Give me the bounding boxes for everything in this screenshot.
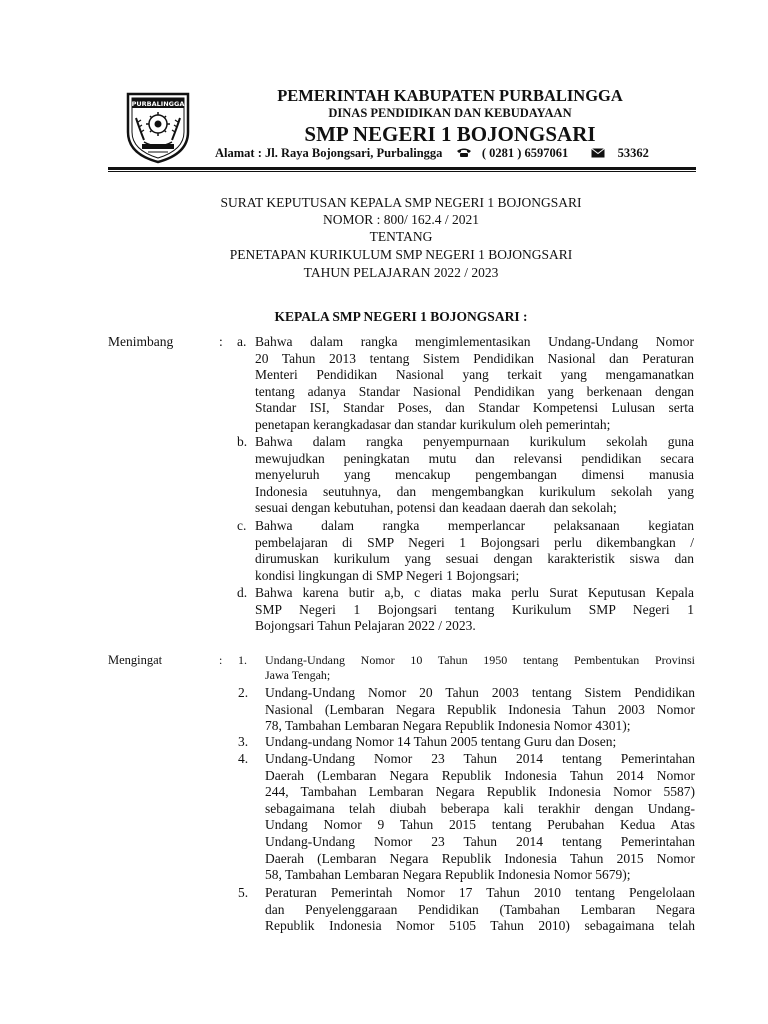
item-line: sesuai dengan kebutuhan, potensi dan keadaan daerah dan sekolah; [255, 500, 617, 516]
emblem-text: PURBALINGGA [131, 100, 185, 108]
item-line: 20 Tahun 2013 tentang Sistem Pendidikan Nasional dan Peraturan [255, 350, 694, 366]
item-marker: a. [237, 334, 247, 349]
item-line: Bahwa dalam rangka mengimlementasikan Undang-Undang Nomor [255, 334, 694, 349]
decree-subject: PENETAPAN KURIKULUM SMP NEGERI 1 BOJONGSARI [229, 247, 573, 262]
phone-number: ( 0281 ) 6597061 [481, 146, 569, 160]
item-marker: 4. [238, 751, 249, 766]
item-marker: 3. [238, 734, 249, 749]
item-line: Undang-Undang Nomor 23 Tahun 2014 tentang Pemerintahan [265, 833, 695, 849]
item-marker: d. [237, 585, 248, 600]
item-line: 78, Tambahan Lembaran Negara Republik Indonesia Nomor 4301); [265, 718, 631, 734]
item-line: Bahwa karena butir a,b, c diatas maka perlu Surat Keputusan Kepala [255, 585, 694, 600]
item-line: Nasional (Lembaran Negara Republik Indonesia Tahun 2003 Nomor [265, 701, 695, 717]
item-marker: c. [237, 518, 247, 533]
decree-year: TAHUN PELAJARAN 2022 / 2023 [303, 265, 499, 280]
mengingat-label: Mengingat [108, 653, 163, 667]
mengingat-colon: : [219, 653, 223, 667]
item-line: Menteri Pendidikan Nasional yang terkait yang mengamanatkan [255, 367, 694, 383]
item-line: Undang-Undang Nomor 10 Tahun 1950 tentang Pembentukan Provinsi [265, 653, 695, 667]
letterhead [200, 86, 700, 147]
decree-number: NOMOR : 800/ 162.4 / 2021 [322, 212, 479, 227]
item-line: menyeluruh yang mencakup pengembangan dimensi manusia [255, 467, 694, 483]
letterhead-rule-thin [108, 171, 696, 172]
regency-emblem-logo [122, 88, 194, 164]
item-line: Republik Indonesia Nomor 5105 Tahun 2010) sebagaimana telah [265, 918, 695, 934]
item-line: tentang adanya Standar Nasional Pendidikan yang berkenaan dengan [255, 383, 694, 399]
item-line: Bahwa dalam rangka penyempurnaan kurikulum sekolah guna [255, 434, 694, 449]
department-name: DINAS PENDIDIKAN DAN KEBUDAYAAN [328, 106, 572, 120]
item-line: Standar ISI, Standar Poses, dan Standar Kompetensi Lulusan serta [255, 400, 694, 416]
letterhead-rule-thick [108, 167, 696, 170]
item-line: Daerah (Lembaran Negara Republik Indonesia Tahun 2014 Nomor [265, 767, 695, 783]
government-name: PEMERINTAH KABUPATEN PURBALINGGA [277, 86, 623, 105]
item-line: kondisi lingkungan di SMP Negeri 1 Bojongsari; [255, 567, 520, 583]
menimbang-label: Menimbang [108, 334, 174, 349]
item-line: Undang Nomor 9 Tahun 2015 tentang Perubahan Kedua Atas [265, 817, 695, 833]
item-line: Undang-Undang Nomor 23 Tahun 2014 tentang Pemerintahan [265, 751, 695, 766]
telephone-icon [456, 147, 472, 158]
item-line: Jawa Tengah; [265, 668, 331, 682]
school-name: SMP NEGERI 1 BOJONGSARI [304, 122, 596, 146]
decree-title: SURAT KEPUTUSAN KEPALA SMP NEGERI 1 BOJONGSARI [220, 195, 582, 210]
item-line: SMP Negeri 1 Bojongsari tentang Kurikulum SMP Negeri 1 [255, 601, 694, 617]
item-line: 58, Tambahan Lembaran Negara Republik Indonesia Nomor 5679); [265, 867, 631, 883]
school-address-line [215, 146, 649, 161]
item-line: pembelajaran di SMP Negeri 1 Bojongsari perlu dikembangkan / [255, 534, 694, 550]
item-line: dan Penyelenggaraan Pendidikan (Tambahan Lembaran Negara [265, 901, 695, 917]
item-marker: 1. [238, 653, 247, 667]
address-text: Alamat : Jl. Raya Bojongsari, Purbalingga [215, 146, 443, 160]
decree-about: TENTANG [369, 229, 433, 244]
item-line: sebagaimana telah diubah beberapa kali terakhir dengan Undang- [265, 800, 695, 816]
item-line: Bahwa dalam rangka memperlancar pelaksanaan kegiatan [255, 518, 694, 533]
envelope-icon [591, 148, 605, 158]
item-line: Daerah (Lembaran Negara Republik Indonesia Tahun 2015 Nomor [265, 850, 695, 866]
item-line: 244, Tambahan Lembaran Negara Republik Indonesia Nomor 5587) [265, 784, 695, 800]
postal-code: 53362 [617, 146, 649, 160]
item-marker: b. [237, 434, 248, 449]
item-line: mewujudkan peningkatan mutu dan relevansi pendidikan secara [255, 450, 694, 466]
item-line: dirumuskan kurikulum yang sesuai dengan karakteristik siswa dan [255, 551, 694, 567]
decree-heading: KEPALA SMP NEGERI 1 BOJONGSARI : [274, 309, 528, 324]
item-line: Undang-Undang Nomor 20 Tahun 2003 tentang Sistem Pendidikan [265, 685, 695, 700]
item-marker: 5. [238, 885, 249, 900]
item-line: Peraturan Pemerintah Nomor 17 Tahun 2010 tentang Pengelolaan [265, 885, 695, 900]
item-line: Undang-undang Nomor 14 Tahun 2005 tentang Guru dan Dosen; [265, 734, 617, 749]
item-line: penetapan kerangkadasar dan standar kurikulum oleh pemerintah; [255, 416, 611, 432]
item-line: Indonesia seutuhnya, dan mengembangkan kurikulum sekolah yang [255, 483, 694, 499]
item-marker: 2. [238, 685, 249, 700]
menimbang-colon: : [219, 334, 223, 349]
item-line: Bojongsari Tahun Pelajaran 2022 / 2023. [255, 618, 476, 634]
